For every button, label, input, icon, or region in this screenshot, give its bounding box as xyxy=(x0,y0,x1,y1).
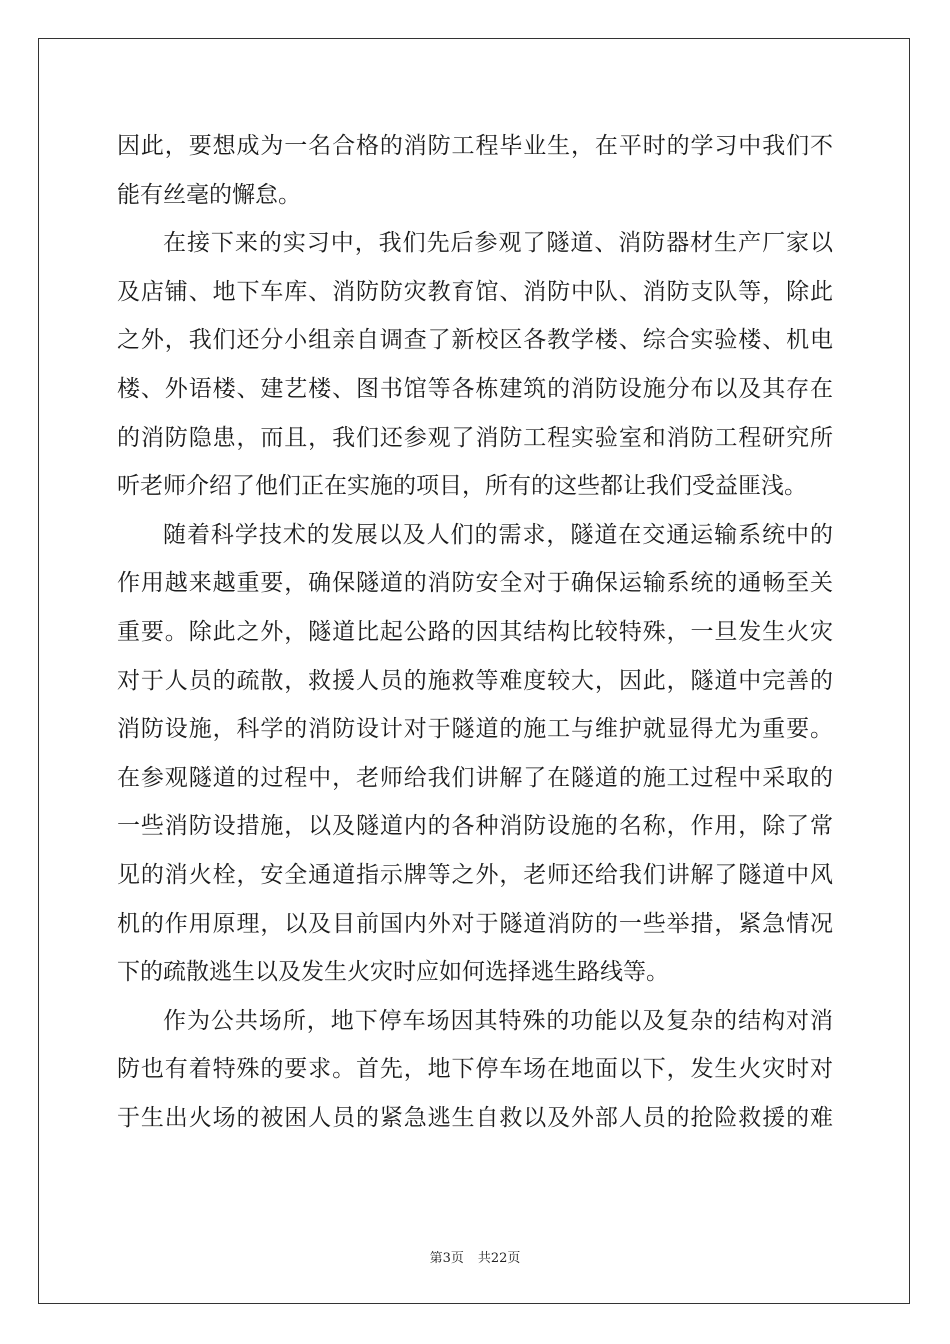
total-pages: 共22页 xyxy=(477,1251,521,1266)
text-line: 重要。除此之外，隧道比起公路的因其结构比较特殊，一旦发生火灾 xyxy=(117,618,833,645)
text-line: 消防设施，科学的消防设计对于隧道的施工与维护就显得尤为重要。 xyxy=(117,716,833,743)
text-line: 在接下来的实习中，我们先后参观了隧道、消防器材生产厂家以 xyxy=(163,230,833,257)
text-line: 因此，要想成为一名合格的消防工程毕业生，在平时的学习中我们不 xyxy=(117,133,833,159)
text-line: 对于人员的疏散，救援人员的施救等难度较大，因此，隧道中完善的 xyxy=(117,667,833,694)
text-line: 下的疏散逃生以及发生火灾时应如何选择逃生路线等。 xyxy=(117,959,669,986)
text-line: 及店铺、地下车库、消防防灾教育馆、消防中队、消防支队等，除此 xyxy=(117,278,833,305)
text-line: 听老师介绍了他们正在实施的项目，所有的这些都让我们受益匪浅。 xyxy=(117,473,807,500)
document-body xyxy=(117,122,833,1142)
text-line: 作为公共场所，地下停车场因其特殊的功能以及复杂的结构对消 xyxy=(163,1007,833,1034)
text-line: 作用越来越重要，确保隧道的消防安全对于确保运输系统的通畅至关 xyxy=(117,570,833,597)
page-footer xyxy=(0,1247,950,1266)
text-line: 楼、外语楼、建艺楼、图书馆等各栋建筑的消防设施分布以及其存在 xyxy=(117,375,833,402)
text-line: 能有丝毫的懈怠。 xyxy=(117,181,301,208)
text-line: 机的作用原理，以及目前国内外对于隧道消防的一些举措，紧急情况 xyxy=(117,910,833,937)
text-line: 防也有着特殊的要求。首先，地下停车场在地面以下，发生火灾时对 xyxy=(117,1056,833,1083)
text-line: 见的消火栓，安全通道指示牌等之外，老师还给我们讲解了隧道中风 xyxy=(117,861,833,888)
page-number: 第3页 xyxy=(429,1251,464,1266)
text-line: 的消防隐患，而且，我们还参观了消防工程实验室和消防工程研究所 xyxy=(117,424,833,451)
text-line: 于生出火场的被困人员的紧急逃生自救以及外部人员的抢险救援的难 xyxy=(117,1104,833,1131)
text-line: 之外，我们还分小组亲自调查了新校区各教学楼、综合实验楼、机电 xyxy=(117,327,833,354)
text-line: 随着科学技术的发展以及人们的需求，隧道在交通运输系统中的 xyxy=(163,521,833,548)
text-line: 在参观隧道的过程中，老师给我们讲解了在隧道的施工过程中采取的 xyxy=(117,764,833,791)
text-line: 一些消防设措施，以及隧道内的各种消防设施的名称，作用，除了常 xyxy=(117,813,833,840)
